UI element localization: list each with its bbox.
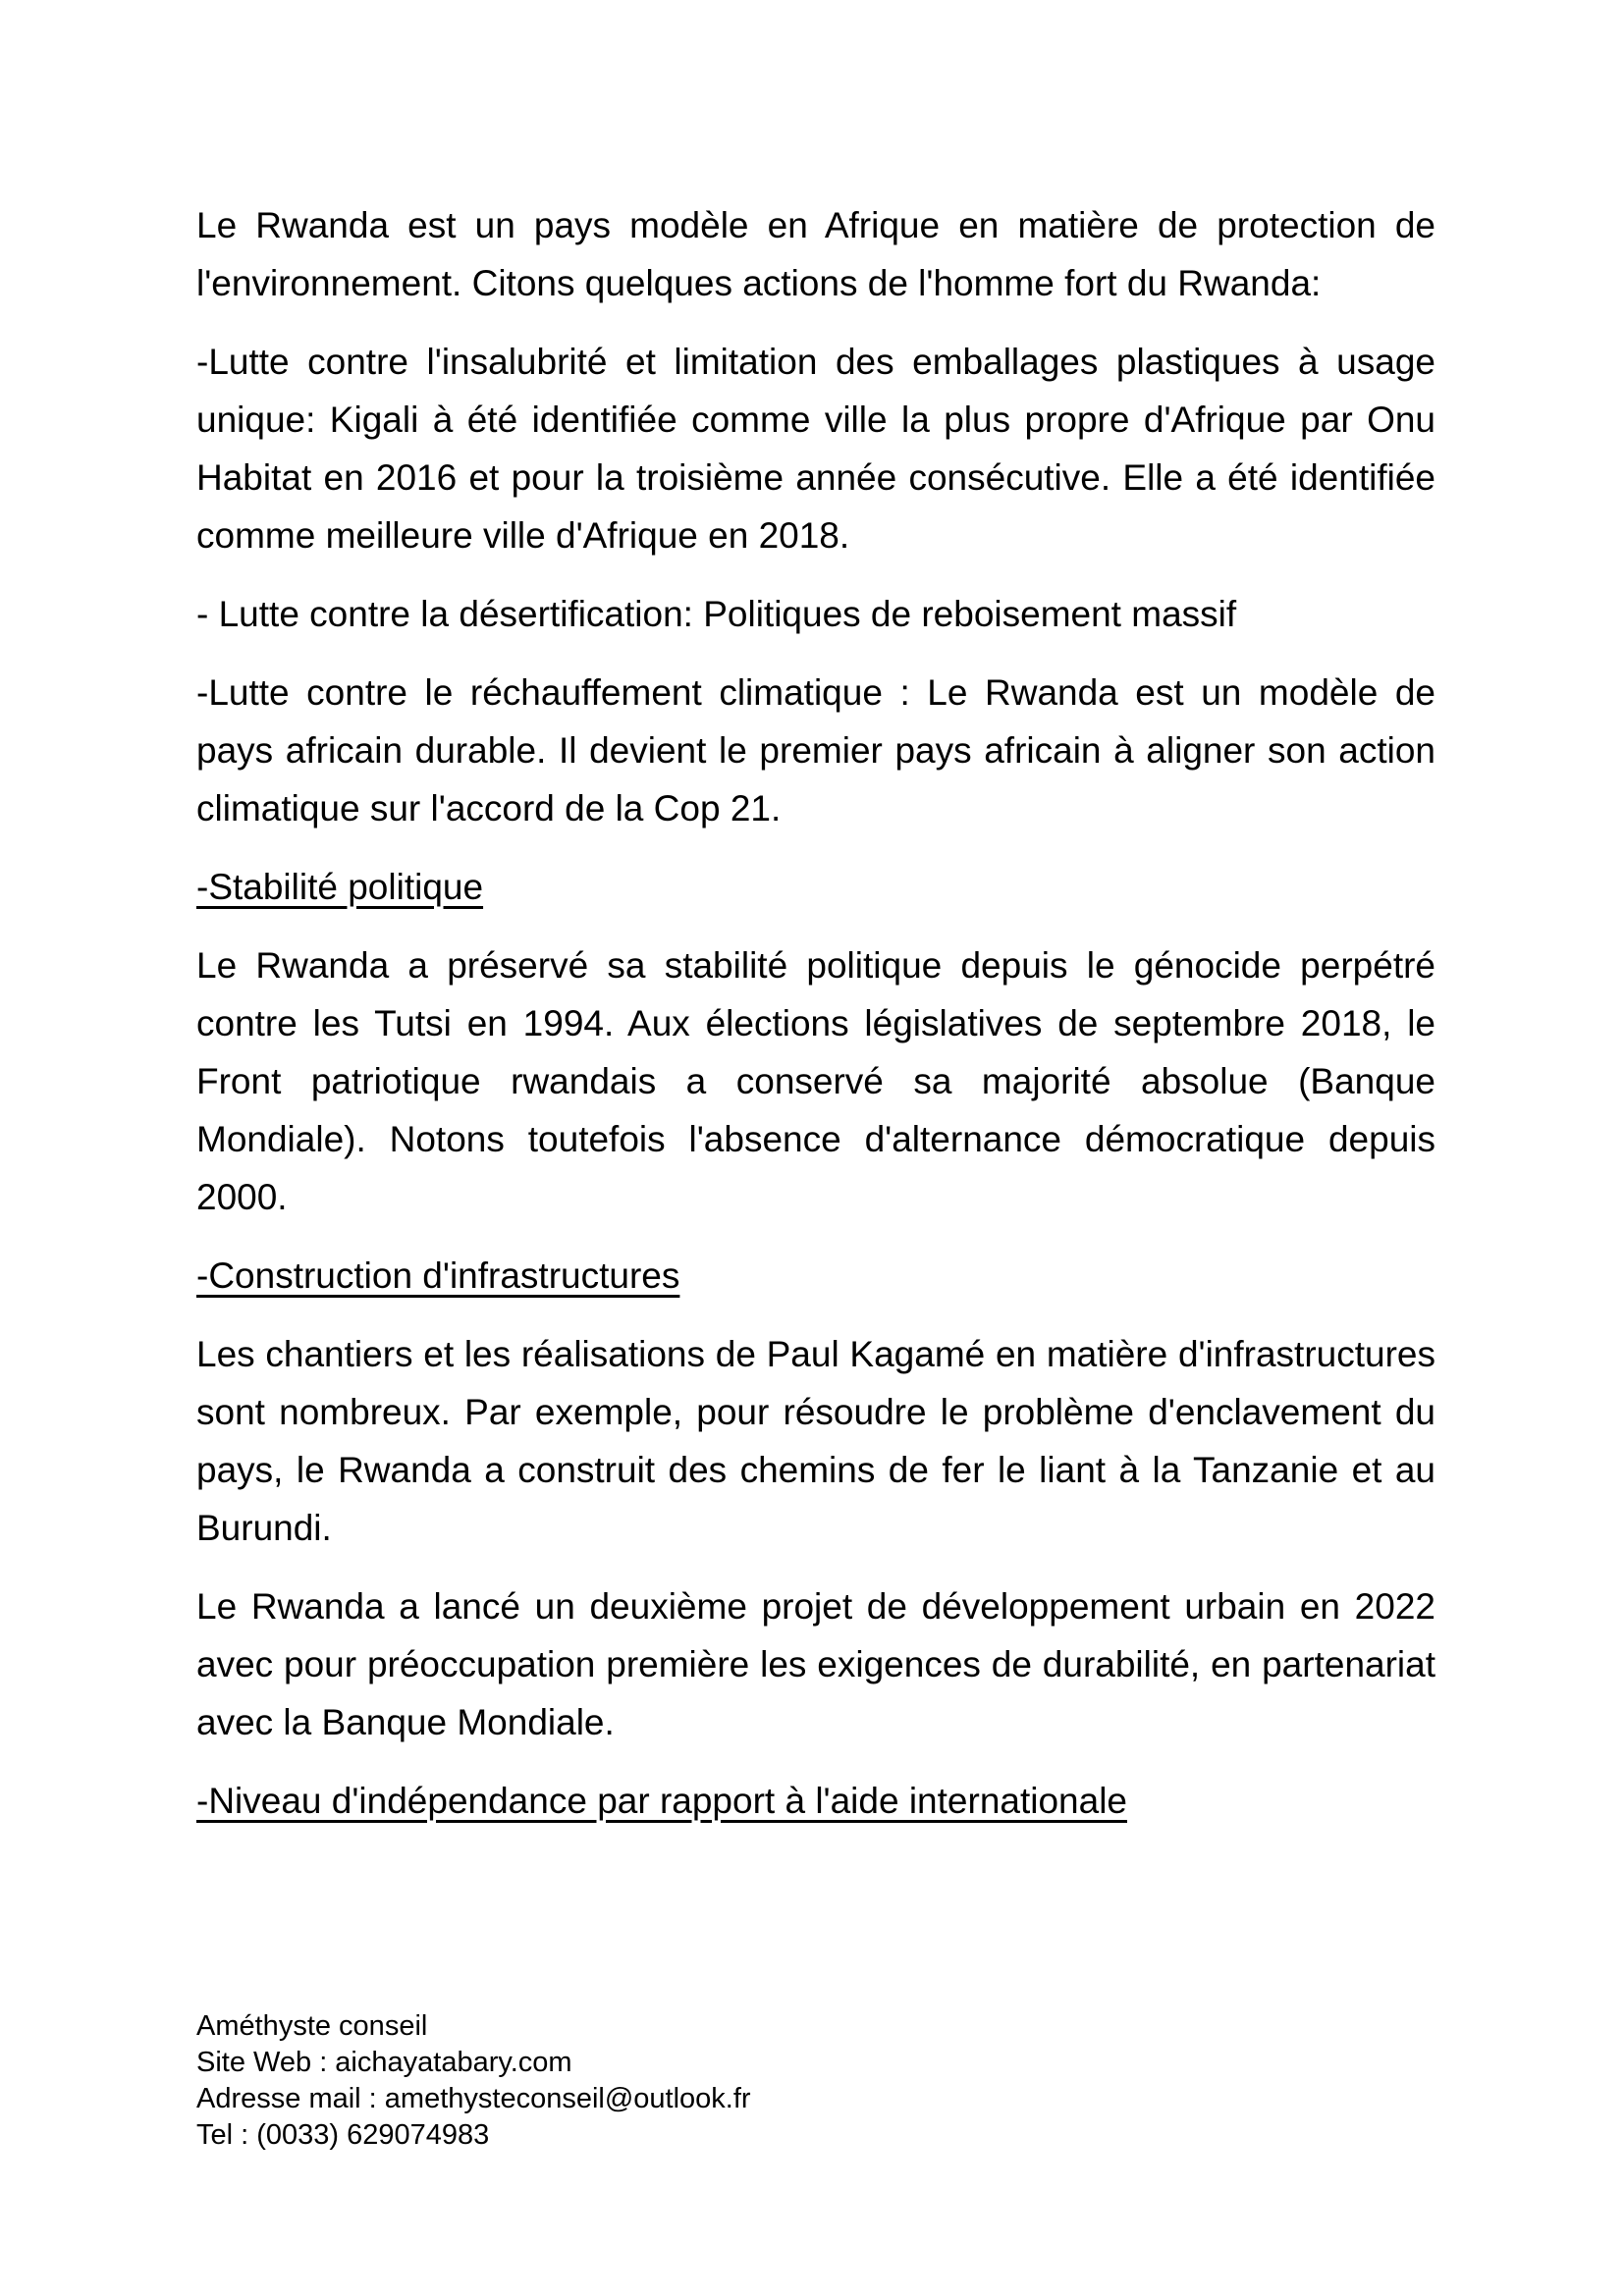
paragraph-rechauffement-climatique: -Lutte contre le réchauffement climatique : Le Rwanda est un modèle de pays africain durable. Il devient le premier pays africain à aligner son action climatique sur l'accord de la Cop 21. (196, 672, 1435, 828)
page-footer (196, 2008, 1435, 2154)
footer-phone: Tel : (0033) 629074983 (196, 2119, 490, 2151)
footer-website: Site Web : aichayatabary.com (196, 2047, 572, 2078)
paragraph-environment-intro: Le Rwanda est un pays modèle en Afrique en matière de protection de l'environnement. Citons quelques actions de l'homme fort du Rwanda: (196, 205, 1435, 303)
footer-email: Adresse mail : amethysteconseil@outlook.fr (196, 2083, 751, 2114)
footer-company-name: Améthyste conseil (196, 2010, 428, 2042)
paragraph-developpement-urbain: Le Rwanda a lancé un deuxième projet de développement urbain en 2022 avec pour préoccupation première les exigences de durabilité, en partenariat avec la Banque Mondiale. (196, 1586, 1435, 1742)
heading-construction-infrastructures: -Construction d'infrastructures (196, 1255, 680, 1296)
document-body (196, 196, 1435, 1850)
paragraph-stabilite-politique: Le Rwanda a préservé sa stabilité politique depuis le génocide perpétré contre les Tutsi en 1994. Aux élections législatives de septembre 2018, le Front patriotique rwandais a conservé sa majorité absolue (Banque Mondiale). Notons toutefois l'absence d'alternance démocratique depuis 2000. (196, 945, 1435, 1217)
heading-independance-aide-internationale: -Niveau d'indépendance par rapport à l'aide internationale (196, 1781, 1127, 1821)
paragraph-insalubrite: -Lutte contre l'insalubrité et limitation des emballages plastiques à usage unique: Kigali à été identifiée comme ville la plus propre d'Afrique par Onu Habitat en 2016 et pour la troisième année consécutive. Elle a été identifiée comme meilleure ville d'Afrique en 2018. (196, 342, 1435, 556)
paragraph-infrastructures: Les chantiers et les réalisations de Paul Kagamé en matière d'infrastructures sont nombreux. Par exemple, pour résoudre le problème d'enclavement du pays, le Rwanda a construit des chemins de fer le liant à la Tanzanie et au Burundi. (196, 1334, 1435, 1548)
heading-stabilite-politique: -Stabilité politique (196, 867, 484, 907)
paragraph-desertification: - Lutte contre la désertification: Politiques de reboisement massif (196, 594, 1237, 634)
